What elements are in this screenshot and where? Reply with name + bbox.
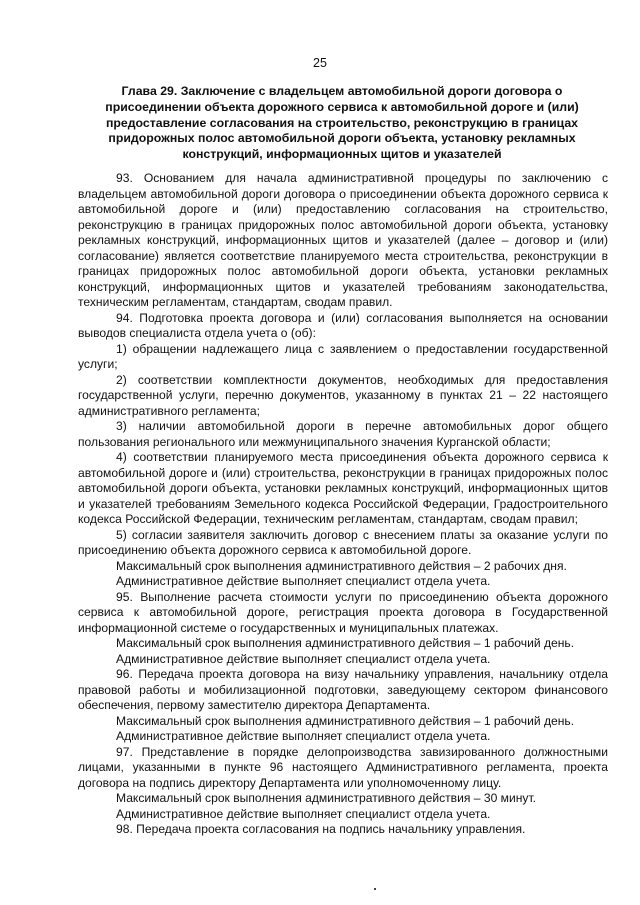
page-number: 25 [313,56,327,70]
executor-text: Административное действие выполняет специалист отдела учета. [116,574,491,588]
list-item-2: 2) соответствии комплектности документов, необходимых для предоставления государственной услуги, перечню документов, указанному в пунктах 21 – 22 настоящего административного регламента; [78,372,608,418]
chapter-heading: Глава 29. Заключение с владельцем автомобильной дороги договора о присоединении объекта дорожного сервиса к автомобильной дороге и (или) предоставление согласования на строительство, реконструкцию в границах придорожных полос автомобильной дороги объекта, установку рекламных конструкций, информационных щитов и указателей [105,84,579,162]
paragraph-95: 95. Выполнение расчета стоимости услуги по присоединению объекта дорожного сервиса к автомобильной дороге, регистрация проекта договора в Государственной информационной системе о государственных и муниципальных платежах. [78,589,608,635]
document-body [78,171,608,838]
executor-text: Административное действие выполняет специалист отдела учета. [116,806,491,821]
executor-text: Административное действие выполняет специалист отдела учета. [116,729,491,743]
executor-text: Административное действие выполняет специалист отдела учета. [116,651,491,666]
list-item-4: 4) соответствии планируемого места присоединения объекта дорожного сервиса к автомобильной дороге и (или) строительства, реконструкции в границах придорожных полос автомобильной дороги объекта, установки рекламных конструкций, информационных щитов и указателей требованиям Земельного кодекса Российской Федерации, Градостроительного кодекса Российской Федерации, техническим регламентам, стандартам, сводам правил; [78,450,608,526]
paragraph-98: 98. Передача проекта согласования на подпись начальнику управления. [116,822,526,836]
deadline-text: Максимальный срок выполнения административного действия – 1 рабочий день. [116,713,575,728]
paragraph-97: 97. Представление в порядке делопроизводства завизированного должностными лицами, указанными в пункте 96 настоящего Административного регламента, проекта договора на подпись директору Департамента или уполномоченному лицу. [78,744,608,790]
deadline-text: Максимальный срок выполнения административного действия – 1 рабочий день. [116,636,575,650]
paragraph-96: 96. Передача проекта договора на визу начальнику управления, начальнику отдела правовой работы и мобилизационной подготовки, заведующему сектором финансового обеспечения, первому заместителю директора Департамента. [78,667,608,712]
list-item-5: 5) согласии заявителя заключить договор с внесением платы за оказание услуги по присоединению объекта дорожного сервиса к автомобильной дороге. [78,527,608,557]
deadline-text: Максимальный срок выполнения административного действия – 30 минут. [116,791,537,805]
list-item-3: 3) наличии автомобильной дороги в перечне автомобильных дорог общего пользования регионального или межмуниципального значения Курганской области; [78,419,608,449]
deadline-text: Максимальный срок выполнения административного действия – 2 рабочих дня. [116,558,567,573]
paragraph-93: 93. Основанием для начала административной процедуры по заключению с владельцем автомобильной дороги договора о присоединении объекта дорожного сервиса к автомобильной дороге и (или) предоставлению согласования на строительство, реконструкцию в границах придорожных полос автомобильной дороги объекта, установку рекламных конструкций, информационных щитов и указателей (далее – договор и (или) согласование) является соответствие планируемого места строительства, реконструкции в границах придорожных полос автомобильной дороги объекта, установки рекламных конструкций, информационных щитов и указателей требованиям законодательства, техническим регламентам, стандартам, сводам правил. [78,171,608,309]
scan-artifact [0,888,640,889]
paragraph-94: 94. Подготовка проекта договора и (или) согласования выполняется на основании выводов специалиста отдела учета о (об): [78,310,608,340]
list-item-1: 1) обращении надлежащего лица с заявлением о предоставлении государственной услуги; [78,341,608,371]
